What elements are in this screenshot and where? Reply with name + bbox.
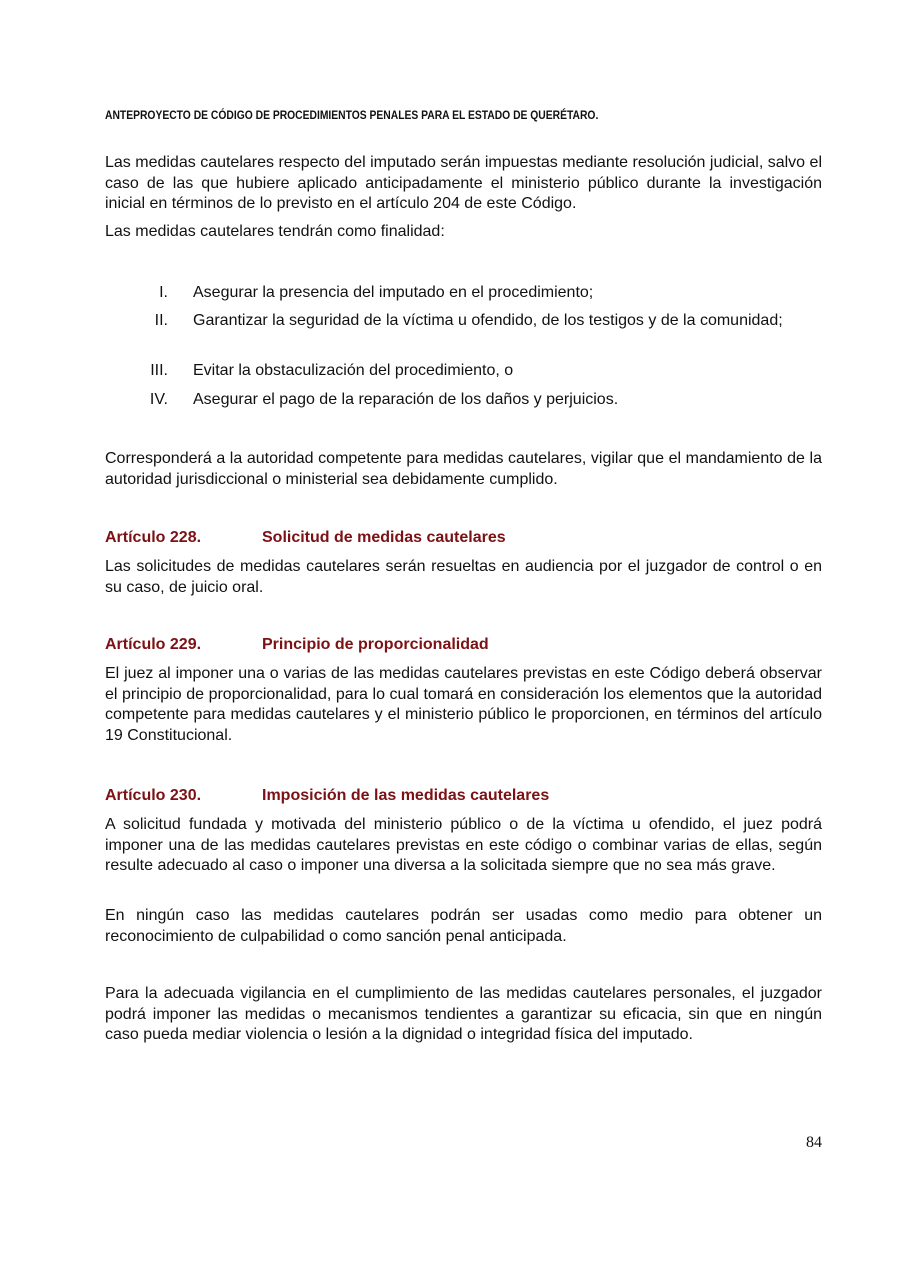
list-item (105, 390, 822, 411)
list-number: IV. (149, 391, 168, 408)
list-text: Asegurar el pago de la reparación de los daños y perjuicios. (193, 391, 619, 408)
article-heading (105, 786, 549, 806)
article-number: Artículo 228. (105, 529, 202, 546)
paragraph: Corresponderá a la autoridad competente para medidas cautelares, vigilar que el mandamiento de la autoridad jurisdiccional o ministerial sea debidamente cumplido. (105, 450, 822, 488)
list-text: Asegurar la presencia del imputado en el procedimiento; (193, 284, 594, 301)
list-number: III. (150, 362, 168, 379)
article-paragraph: Las solicitudes de medidas cautelares serán resueltas en audiencia por el juzgador de control o en su caso, de juicio oral. (105, 558, 822, 596)
article-title: Imposición de las medidas cautelares (262, 787, 550, 804)
article-paragraph: Para la adecuada vigilancia en el cumplimiento de las medidas cautelares personales, el juzgador podrá imponer las medidas o mecanismos tendientes a garantizar su eficacia, sin que en ningún caso pueda mediar violencia o lesión a la dignidad o integridad física del imputado. (105, 985, 822, 1043)
paragraph: Las medidas cautelares tendrán como finalidad: (105, 223, 445, 240)
article-paragraph: El juez al imponer una o varias de las medidas cautelares previstas en este Código deberá observar el principio de proporcionalidad, para lo cual tomará en consideración los elementos que la autoridad competente para medidas cautelares y el ministerio público le proporcionen, en términos del artículo 19 Constitucional. (105, 665, 822, 744)
list-item (105, 361, 822, 382)
paragraph: Las medidas cautelares respecto del imputado serán impuestas mediante resolución judicial, salvo el caso de las que hubiere aplicado anticipadamente el ministerio público durante la investigación inicial en términos de lo previsto en el artículo 204 de este Código. (105, 154, 822, 212)
list-item (105, 283, 822, 304)
list-number: I. (159, 284, 168, 301)
list-item (105, 311, 822, 332)
article-number: Artículo 229. (105, 636, 202, 653)
article-heading (105, 635, 489, 655)
article-heading (105, 528, 506, 548)
list-number: II. (154, 312, 168, 329)
article-title: Solicitud de medidas cautelares (262, 529, 506, 546)
article-paragraph: En ningún caso las medidas cautelares podrán ser usadas como medio para obtener un reconocimiento de culpabilidad o como sanción penal anticipada. (105, 907, 822, 945)
article-paragraph: A solicitud fundada y motivada del ministerio público o de la víctima u ofendido, el juez podrá imponer una de las medidas cautelares previstas en este código o combinar varias de ellas, según resulte adecuado al caso o imponer una diversa a la solicitada siempre que no sea más grave. (105, 816, 822, 874)
document-header: ANTEPROYECTO DE CÓDIGO DE PROCEDIMIENTOS PENALES PARA EL ESTADO DE QUERÉTARO. (105, 108, 599, 122)
list-text: Garantizar la seguridad de la víctima u ofendido, de los testigos y de la comunidad; (193, 312, 783, 329)
article-title: Principio de proporcionalidad (262, 636, 489, 653)
article-number: Artículo 230. (105, 787, 202, 804)
page-number: 84 (806, 1134, 822, 1151)
list-text: Evitar la obstaculización del procedimiento, o (193, 362, 514, 379)
